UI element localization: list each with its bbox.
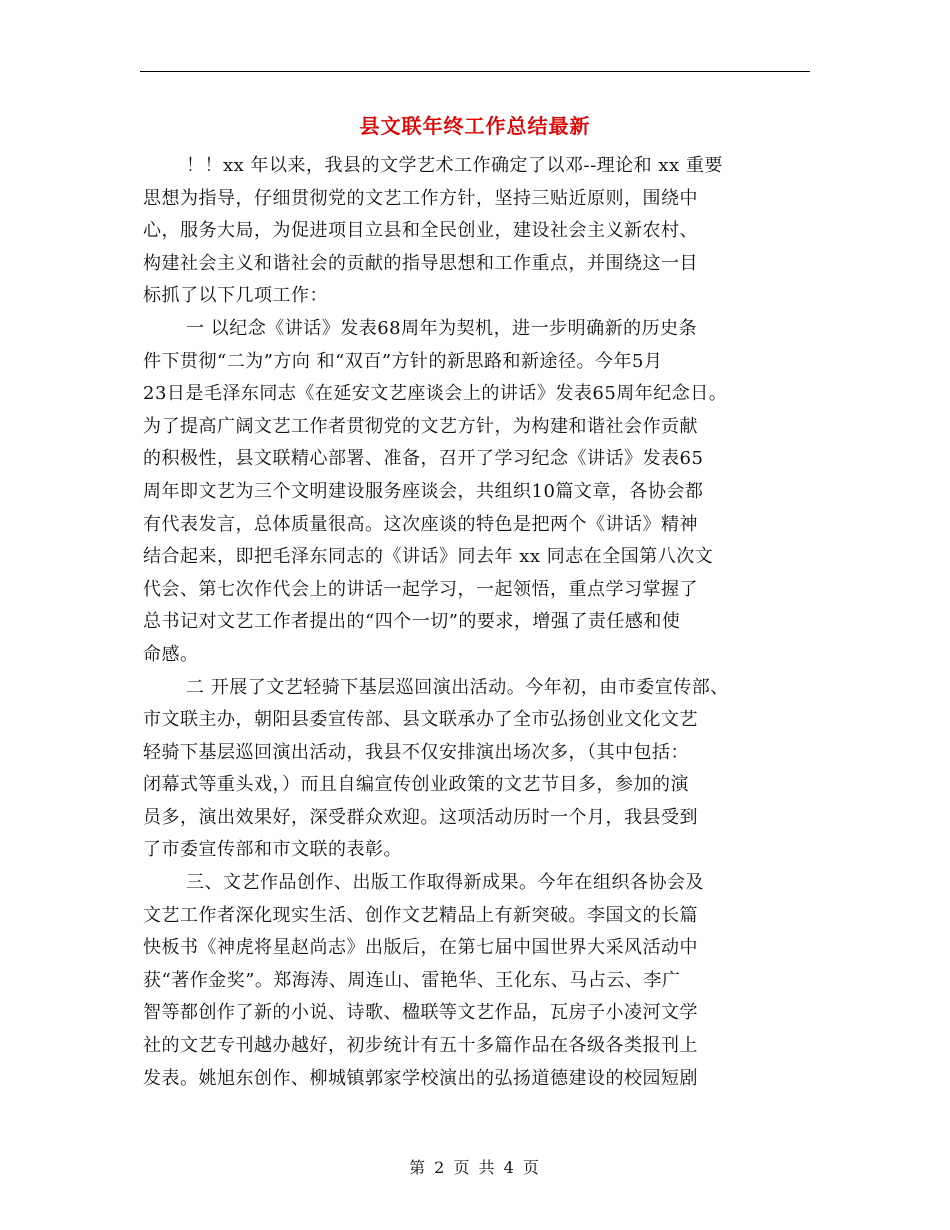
paragraph-first-line: ！！xx 年以来，我县的文学艺术工作确定了以邓--理论和 xx 重要 (186, 155, 723, 176)
paragraph-line: 23日是毛泽东同志《在延安文艺座谈会上的讲话》发表65周年纪念日。 (143, 383, 728, 405)
paragraph-line: 快板书《神虎将星赵尚志》出版后，在第七届中国世界大采风活动中 (143, 937, 698, 959)
paragraph-line: 思想为指导，仔细贯彻党的文艺工作方针，坚持三贴近原则，围绕中 (143, 187, 698, 209)
paragraph-line: 了市委宣传部和市文联的表彰。 (143, 839, 402, 861)
paragraph-line: 有代表发言，总体质量很高。这次座谈的特色是把两个《讲话》精神 (143, 513, 698, 535)
paragraph-line: 获“著作金奖”。郑海涛、周连山、雷艳华、王化东、马占云、李广 (143, 969, 681, 991)
paragraph-line: 总书记对文艺工作者提出的“四个一切”的要求，增强了责任感和使 (143, 611, 681, 633)
header-rule (140, 71, 810, 72)
paragraph-line: 为了提高广阔文艺工作者贯彻党的文艺方针，为构建和谐社会作贡献 (143, 415, 698, 437)
paragraph-line: 结合起来，即把毛泽东同志的《讲话》同去年 xx 同志在全国第八次文 (143, 546, 714, 568)
paragraph (143, 313, 833, 672)
paragraph (143, 672, 833, 868)
paragraph-line: 员多，演出效果好，深受群众欢迎。这项活动历时一个月，我县受到 (143, 806, 698, 828)
paragraph-line: 市文联主办，朝阳县委宣传部、县文联承办了全市弘扬创业文化文艺 (143, 709, 698, 731)
paragraph-line: 轻骑下基层巡回演出活动，我县不仅安排演出场次多，（其中包括： (143, 741, 689, 763)
paragraph-line: 命感。 (143, 643, 199, 665)
document-body (143, 150, 833, 1095)
document-title: 县文联年终工作总结最新 (359, 114, 591, 138)
paragraph-line: 发表。姚旭东创作、柳城镇郭家学校演出的弘扬道德建设的校园短剧 (143, 1067, 698, 1089)
paragraph-line: 文艺工作者深化现实生活、创作文艺精品上有新突破。李国文的长篇 (143, 904, 698, 926)
paragraph-line: 件下贯彻“二为”方向 和“双百”方针的新思路和新途径。今年5月 (143, 350, 663, 372)
paragraph-line: 的积极性，县文联精心部署、准备，召开了学习纪念《讲话》发表65 (143, 448, 704, 470)
paragraph-line: 构建社会主义和谐社会的贡献的指导思想和工作重点，并围绕这一目 (143, 252, 698, 274)
paragraph-line: 智等都创作了新的小说、诗歌、楹联等文艺作品，瓦房子小凌河文学 (143, 1002, 698, 1024)
paragraph-line: 标抓了以下几项工作： (143, 285, 328, 307)
paragraph-line: 周年即文艺为三个文明建设服务座谈会，共组织10篇文章，各协会都 (143, 480, 704, 502)
paragraph-first-line: 三、文艺作品创作、出版工作取得新成果。今年在组织各协会及 (186, 872, 704, 894)
page-footer: 第 2 页 共 4 页 (409, 1158, 541, 1177)
paragraph-first-line: 一 以纪念《讲话》发表68周年为契机，进一步明确新的历史条 (186, 317, 698, 339)
paragraph-line: 闭幕式等重头戏，）而且自编宣传创业政策的文艺节目多，参加的演 (143, 774, 689, 796)
paragraph (143, 867, 833, 1095)
paragraph-first-line: 二 开展了文艺轻骑下基层巡回演出活动。今年初，由市委宣传部、 (186, 676, 729, 698)
paragraph-line: 社的文艺专刊越办越好，初步统计有五十多篇作品在各级各类报刊上 (143, 1035, 698, 1057)
paragraph-line: 代会、第七次作代会上的讲话一起学习，一起领悟，重点学习掌握了 (143, 578, 698, 600)
paragraph-line: 心，服务大局，为促进项目立县和全民创业，建设社会主义新农村、 (143, 220, 698, 242)
paragraph (143, 150, 833, 313)
